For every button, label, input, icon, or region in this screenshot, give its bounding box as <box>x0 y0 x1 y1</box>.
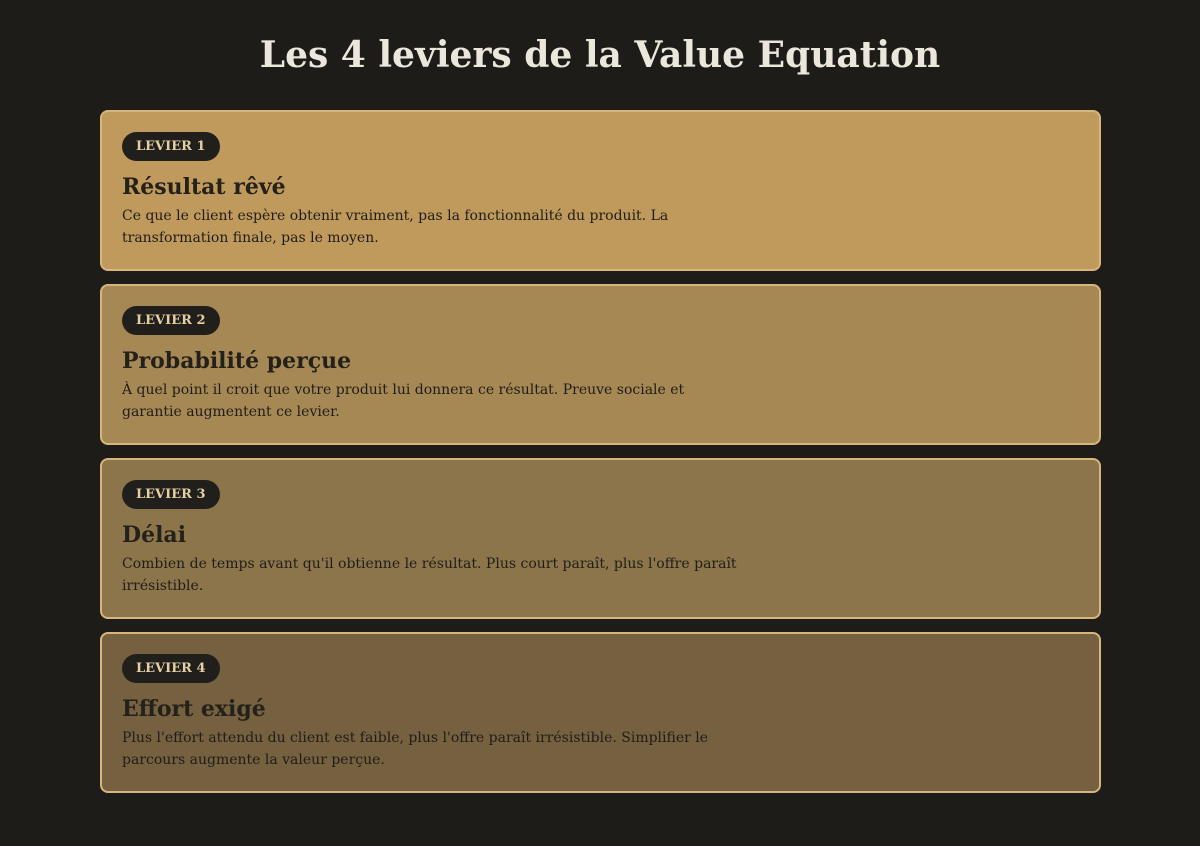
lever-description: Plus l'effort attendu du client est faible, plus l'offre paraît irrésistible. Simplifier le parcours augmente la valeur perçue. <box>122 730 709 768</box>
page-title: Les 4 leviers de la Value Equation <box>259 34 941 76</box>
lever-title: Effort exigé <box>122 696 266 722</box>
lever-card-3 <box>100 458 1101 619</box>
lever-badge: LEVIER 3 <box>122 480 220 509</box>
lever-description: Combien de temps avant qu'il obtienne le résultat. Plus court paraît, plus l'offre paraît irrésistible. <box>122 556 737 594</box>
lever-title: Probabilité perçue <box>122 348 352 374</box>
lever-title: Résultat rêvé <box>122 174 286 200</box>
lever-badge: LEVIER 1 <box>122 132 220 161</box>
lever-card-2 <box>100 284 1101 445</box>
lever-card-4 <box>100 632 1101 793</box>
lever-description: À quel point il croit que votre produit lui donnera ce résultat. Preuve sociale et garantie augmentent ce levier. <box>122 382 685 420</box>
lever-badge: LEVIER 4 <box>122 654 220 683</box>
lever-card-1 <box>100 110 1101 271</box>
lever-title: Délai <box>122 522 187 548</box>
levers-list <box>100 110 1101 806</box>
lever-description: Ce que le client espère obtenir vraiment, pas la fonctionnalité du produit. La transformation finale, pas le moyen. <box>122 208 669 246</box>
lever-badge: LEVIER 2 <box>122 306 220 335</box>
